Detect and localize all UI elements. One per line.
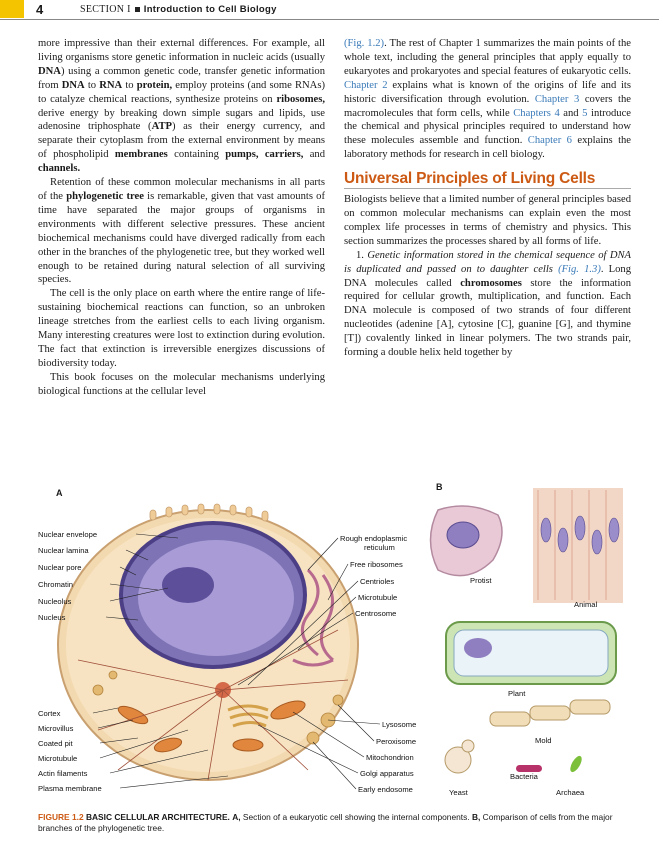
label-golgi-apparatus: Golgi apparatus [360, 769, 414, 778]
paragraph [38, 287, 325, 370]
page-header [0, 0, 659, 22]
caption-a-marker: A, [232, 812, 241, 822]
text-run: derive energy by breaking down simple sugars and lipids, use adenosine triphosphate ( [38, 107, 325, 133]
cross-reference-link[interactable]: (Fig. 1.3) [558, 263, 601, 275]
figure-number: FIGURE 1.2 [38, 812, 84, 822]
label-yeast: Yeast [449, 788, 468, 797]
text-run: store the information required for cellular growth, multiplication, and function. Each DNA molecule is composed of two strands of four different nucleotides (adenine [A], cytosine [C], guanine [G], and thymine [T]) covalently linked in linear polymers. The two strands pair, forming a double helix held together by [344, 277, 631, 359]
chapter-title: Introduction to Cell Biology [143, 4, 277, 15]
label-early-endosome: Early endosome [358, 785, 413, 794]
paragraph [344, 193, 631, 249]
yeast-cell [445, 740, 474, 773]
header-rule [0, 19, 659, 20]
label-centrioles: Centrioles [360, 577, 395, 586]
caption-b-text: Comparison of cells from the major branches of the phylogenetic tree. [38, 812, 613, 833]
cross-reference-link[interactable]: Chapter 3 [534, 93, 580, 105]
text-run: The cell is the only place on earth where the entire range of life-sustaining biochemical reactions can function, so an unbroken lineage stretches from the earliest cells to each living organism. Many interesting creatures were lost to extinction during evolution. The fact that extinction is irreversible energizes discussions of biodiversity today. [38, 288, 325, 369]
label-cortex: Cortex [38, 709, 61, 718]
label-centrosome: Centrosome [355, 609, 397, 618]
paragraph [38, 37, 325, 176]
caption-b-marker: B, [471, 812, 481, 822]
label-actin-filaments: Actin filaments [38, 769, 88, 778]
page-number: 4 [36, 2, 44, 17]
text-run: and [303, 149, 325, 161]
bold-term: chromosomes [460, 277, 522, 289]
panel-a-label: A [56, 488, 63, 498]
label-nuclear-pore: Nuclear pore [38, 563, 82, 572]
text-run: explains what is known of the origins of life and its historic diversification through evolution. [344, 79, 631, 105]
paragraph [38, 176, 325, 287]
left-column [38, 37, 325, 399]
italic-text: Genetic information stored in the chemical sequence of DNA is duplicated and passed on to daughter cells [344, 249, 632, 275]
bold-term: phylogenetic tree [66, 190, 144, 202]
label-peroxisome: Peroxisome [376, 737, 417, 746]
right-column [344, 37, 631, 360]
label-mitochondrion: Mitochondrion [366, 753, 414, 762]
archaea-cell [568, 754, 584, 774]
label-archaea: Archaea [556, 788, 585, 797]
mold-filament [490, 700, 610, 726]
text-run: employ proteins (and some RNAs) to catalyze chemical reactions, synthesize proteins on [38, 79, 325, 105]
bold-term: DNA [61, 79, 85, 91]
figure-title: BASIC CELLULAR ARCHITECTURE. [85, 812, 230, 822]
label-nucleolus: Nucleolus [38, 597, 72, 606]
protist-cell [431, 506, 503, 576]
label-rough-er-2: reticulum [364, 543, 395, 552]
text-run: Retention of these common molecular mechanisms in all parts of the [38, 177, 325, 202]
label-nuclear-envelope: Nuclear envelope [38, 530, 98, 539]
label-microtubule-left: Microtubule [38, 754, 78, 763]
label-coated-pit: Coated pit [38, 739, 73, 748]
eukaryotic-cell [58, 504, 358, 780]
label-microvillus: Microvillus [38, 724, 74, 733]
bold-term: ATP [151, 121, 172, 133]
label-protist: Protist [470, 576, 492, 585]
text-run: explains the laboratory methods for research in cell biology. [344, 135, 632, 161]
text-run: Biologists believe that a limited number of general principles based on common molecular mechanisms can explain even the most complex life processes in terms of chemistry and physics. This section summarizes the processes shared by all forms of life. [344, 194, 631, 247]
text-run: . Long DNA molecules called [344, 263, 631, 289]
cross-reference-link[interactable]: Chapter 6 [527, 135, 572, 147]
cross-reference-link[interactable]: (Fig. 1.2) [344, 38, 385, 49]
figure-1-2 [38, 480, 628, 800]
text-run: This book focuses on the molecular mechanisms underlying biological functions at the cellular level [38, 371, 325, 397]
plant-cell [446, 622, 616, 684]
label-nuclear-lamina: Nuclear lamina [38, 546, 89, 555]
text-run: 1. [356, 249, 368, 261]
label-nucleus: Nucleus [38, 613, 66, 622]
bold-term: membranes [114, 149, 168, 161]
section-label: SECTION I [80, 4, 131, 15]
label-plant: Plant [508, 689, 526, 698]
label-microtubule-right: Microtubule [358, 593, 398, 602]
bold-term: ribosomes, [276, 93, 325, 105]
text-run: . The rest of Chapter 1 summarizes the main points of the whole text, including the general principles that apply equally to eukaryotes and prokaryotes and special features of eukaryotic cells. [344, 38, 632, 77]
label-animal: Animal [574, 600, 598, 609]
square-bullet-icon [135, 7, 140, 12]
bold-term: protein, [136, 79, 173, 91]
numbered-principle [344, 249, 631, 360]
text-run: ) as their energy currency, and separate their cytoplasm from the external environment by means of phospholipid [38, 121, 325, 161]
cross-reference-link[interactable]: Chapters 4 [513, 107, 560, 119]
label-free-ribosomes: Free ribosomes [350, 560, 403, 569]
text-run: introduce the chemical and physical principles required to understand how these molecules assemble and function. [344, 107, 632, 147]
label-bacteria: Bacteria [510, 772, 538, 781]
label-chromatin: Chromatin [38, 580, 74, 589]
label-rough-er: Rough endoplasmic [340, 534, 408, 543]
heading-rule [344, 188, 631, 189]
text-run: to [84, 79, 100, 91]
cross-reference-link[interactable]: 5 [582, 107, 588, 119]
bacteria-cell [516, 765, 542, 772]
bold-term: DNA [38, 65, 61, 77]
animal-tissue [533, 488, 623, 603]
text-run: covers the macromolecules that form cells, while [344, 93, 631, 119]
text-run: and [559, 107, 583, 119]
caption-a-text: Section of a eukaryotic cell showing the internal components. [240, 812, 472, 822]
text-run: more impressive than their external differences. For example, all living organisms store genetic information in nucleic acids (usually [38, 38, 325, 63]
section-title [80, 4, 277, 15]
bold-term: channels. [38, 163, 81, 175]
figure-caption [38, 812, 638, 834]
paragraph [344, 37, 631, 162]
cell-illustration [38, 480, 628, 800]
label-lysosome: Lysosome [382, 720, 417, 729]
text-run: to [122, 79, 137, 91]
cross-reference-link[interactable]: Chapter 2 [344, 79, 388, 91]
text-run: containing [167, 149, 226, 161]
section-heading: Universal Principles of Living Cells [344, 170, 596, 188]
label-mold: Mold [535, 736, 552, 745]
label-plasma-membrane: Plasma membrane [38, 784, 102, 793]
bold-term: RNA [99, 79, 123, 91]
panel-b-label: B [436, 482, 443, 492]
bold-term: pumps, carriers, [225, 149, 304, 161]
text-run: is remarkable, given that vast amounts of time have separated the major groups of organisms in environments with different selective pressures. These ancient biochemical mechanisms could have diverged radically from each other in the branches of the phylogenetic tree, but they worked well enough to be retained during natural selection of all surviving species. [38, 190, 325, 286]
header-accent-bar [0, 0, 24, 18]
text-run: ) using a common genetic code, transfer genetic information from [38, 65, 325, 91]
paragraph [38, 371, 325, 399]
